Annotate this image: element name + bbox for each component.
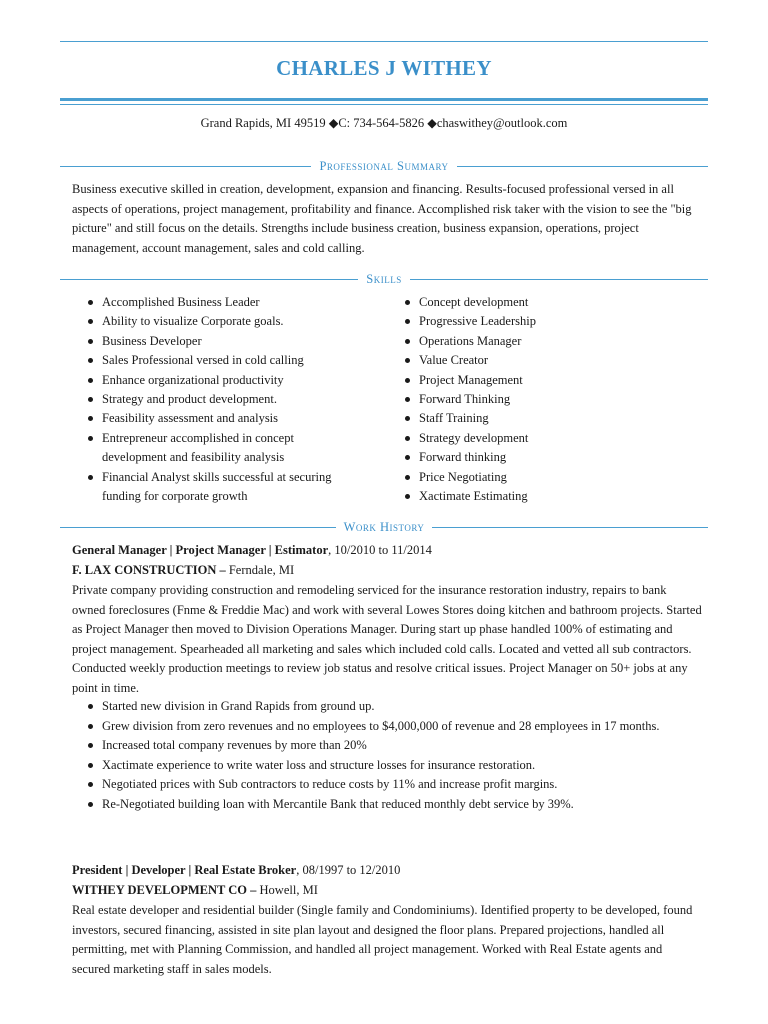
achievement-item: Re-Negotiated building loan with Mercantile Bank that reduced monthly debt service by 39%. bbox=[72, 795, 702, 815]
job-title bbox=[72, 541, 432, 560]
job-company bbox=[72, 561, 294, 580]
skill-item: Project Management bbox=[389, 371, 659, 390]
skill-item: Financial Analyst skills successful at securing funding for corporate growth bbox=[72, 468, 342, 507]
skills-left-column bbox=[72, 293, 342, 506]
skill-item: Concept development bbox=[389, 293, 659, 312]
skill-item: Sales Professional versed in cold calling bbox=[72, 351, 342, 370]
name-rule-thin bbox=[60, 104, 708, 105]
skill-item: Enhance organizational productivity bbox=[72, 371, 342, 390]
company-name: WITHEY DEVELOPMENT CO – bbox=[72, 883, 257, 897]
summary-text: Business executive skilled in creation, development, expansion and financing. Results-focused professional versed in all aspects of operations, project management, profitability and finance. Accomplished risk taker with the vision to see the "big picture" and still focus on the details. Strengths include business creation, business expansion, operations, project management, account management, sales and cold calling. bbox=[72, 182, 692, 255]
skill-item: Progressive Leadership bbox=[389, 312, 659, 331]
achievement-item: Negotiated prices with Sub contractors to reduce costs by 11% and increase profit margins. bbox=[72, 775, 702, 795]
summary-heading bbox=[60, 159, 708, 173]
job-achievements bbox=[72, 697, 702, 814]
candidate-name: CHARLES J WITHEY bbox=[276, 56, 492, 80]
achievement-item: Grew division from zero revenues and no employees to $4,000,000 of revenue and 28 employees in 17 months. bbox=[72, 717, 702, 737]
skill-item: Forward Thinking bbox=[389, 390, 659, 409]
job-dates: , 08/1997 to 12/2010 bbox=[296, 863, 401, 877]
skill-item: Xactimate Estimating bbox=[389, 487, 659, 506]
skills-heading bbox=[60, 272, 708, 286]
job-dates: , 10/2010 to 11/2014 bbox=[328, 543, 432, 557]
achievement-item: Xactimate experience to write water loss and structure losses for insurance restoration. bbox=[72, 756, 702, 776]
skill-item: Price Negotiating bbox=[389, 468, 659, 487]
skill-item: Accomplished Business Leader bbox=[72, 293, 342, 312]
achievement-item: Increased total company revenues by more than 20% bbox=[72, 736, 702, 756]
company-name: F. LAX CONSTRUCTION – bbox=[72, 563, 226, 577]
skill-item: Feasibility assessment and analysis bbox=[72, 409, 342, 428]
job-description: Private company providing construction and remodeling serviced for the insurance restoration industry, repairs to bank owned foreclosures (Fnme & Freddie Mac) and work with several Lowes Stores doing kitchen and bathroom projects. Started as Project Manager then moved to Division Operations Manager. During start up phase handled 100% of estimating and project management. Spearheaded all marketing and sales which included cold calls. Located and vetted all sub contractors. Conducted weekly production meetings to review job status and resolve critical issues. Project Manager on 50+ jobs at any point in time. bbox=[72, 583, 702, 695]
skills-right-column bbox=[389, 293, 659, 506]
company-location: Howell, MI bbox=[256, 883, 318, 897]
skill-item: Strategy development bbox=[389, 429, 659, 448]
skills-title: Skills bbox=[358, 272, 409, 286]
achievement-item: Started new division in Grand Rapids from ground up. bbox=[72, 697, 702, 717]
work-heading bbox=[60, 520, 708, 534]
company-location: Ferndale, MI bbox=[225, 563, 295, 577]
skill-item: Forward thinking bbox=[389, 448, 659, 467]
job-title bbox=[72, 861, 400, 880]
job-role: General Manager | Project Manager | Estimator bbox=[72, 543, 329, 557]
job-description: Real estate developer and residential builder (Single family and Condominiums). Identified property to be developed, found investors, secured financing, assisted in site plan layout and designed the floor plans. Prepared projections, handled all permitting, met with Planning Commission, and handled all project management. Worked with Real Estate agents and secured marketing staff in sales models. bbox=[72, 903, 693, 976]
skill-item: Ability to visualize Corporate goals. bbox=[72, 312, 342, 331]
skill-item: Entrepreneur accomplished in concept development and feasibility analysis bbox=[72, 429, 342, 468]
job-role: President | Developer | Real Estate Broker bbox=[72, 863, 297, 877]
skill-item: Business Developer bbox=[72, 332, 342, 351]
skill-item: Strategy and product development. bbox=[72, 390, 342, 409]
job-company bbox=[72, 881, 318, 900]
skill-item: Staff Training bbox=[389, 409, 659, 428]
summary-title: Professional Summary bbox=[311, 159, 456, 173]
name-rule-thick bbox=[60, 98, 708, 101]
top-rule bbox=[60, 41, 708, 42]
contact-info: Grand Rapids, MI 49519 ◆C: 734-564-5826 ◆chaswithey@outlook.com bbox=[200, 116, 568, 130]
skill-item: Value Creator bbox=[389, 351, 659, 370]
work-title: Work History bbox=[336, 520, 433, 534]
skill-item: Operations Manager bbox=[389, 332, 659, 351]
